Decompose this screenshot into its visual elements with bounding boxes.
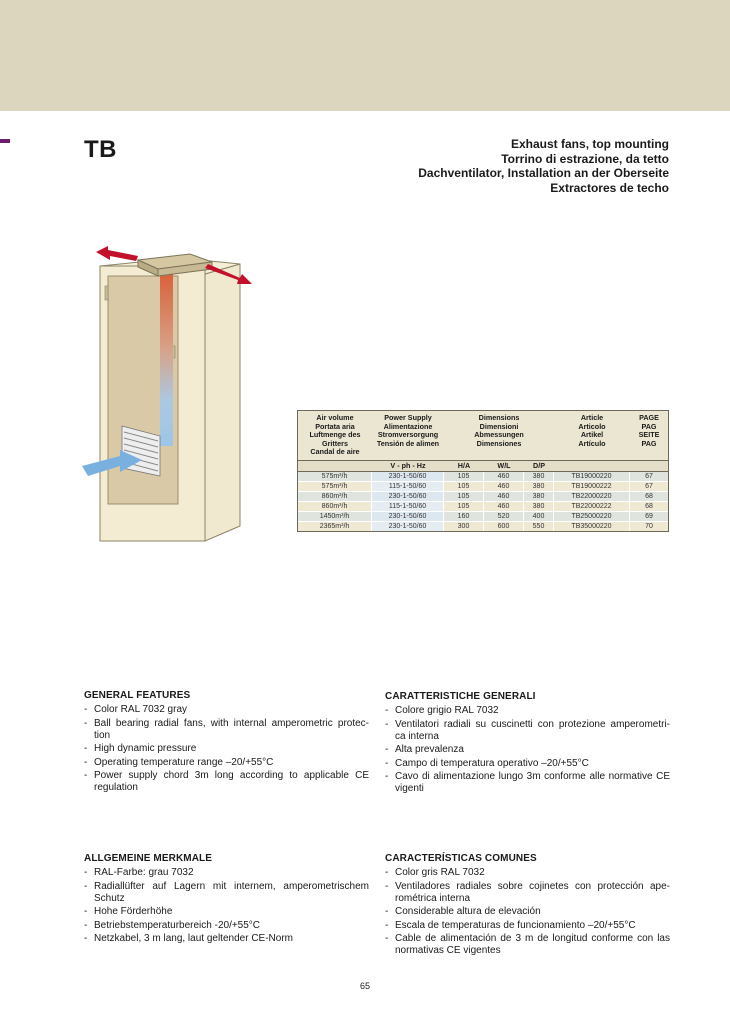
table-subheader bbox=[298, 461, 668, 472]
list-item: - Netzkabel, 3 m lang, laut geltender CE-Norm bbox=[84, 933, 369, 945]
header-dimensions: Dimensions Dimensioni Abmessungen Dimensiones bbox=[474, 413, 524, 448]
list-item: - Considerable altura de elevación bbox=[385, 906, 670, 918]
airflow-duct bbox=[160, 274, 173, 444]
list-item: - Betriebstemperaturbereich -20/+55°C bbox=[84, 920, 369, 932]
list-item: - Campo di temperatura operativo –20/+55°C bbox=[385, 758, 670, 770]
list-item: - Ball bearing radial fans, with internal amperometric protec- tion bbox=[84, 718, 369, 742]
subheader-voltage: V - ph - Hz bbox=[390, 460, 426, 470]
table-row: 860m³/h 230-1-50/60 105 460 380 TB22000220 68 bbox=[298, 492, 668, 502]
door-hinge-icon bbox=[105, 286, 108, 300]
features-english bbox=[84, 690, 369, 796]
list-item: - RAL-Farbe: grau 7032 bbox=[84, 867, 369, 879]
list-item: - Color gris RAL 7032 bbox=[385, 867, 670, 879]
title-de: Dachventilator, Installation an der Oberseite bbox=[418, 166, 669, 180]
list-item: - Power supply chord 3m long according to applicable CE regulation bbox=[84, 770, 369, 794]
features-spanish bbox=[385, 853, 670, 959]
section-accent-mark bbox=[0, 139, 10, 143]
table-row: 1450m³/h 230-1-50/60 160 520 400 TB25000220 69 bbox=[298, 512, 668, 522]
product-code: TB bbox=[84, 136, 117, 163]
cabinet-side-panel bbox=[205, 264, 240, 541]
list-item: - Color RAL 7032 gray bbox=[84, 704, 369, 716]
table-header bbox=[298, 411, 668, 461]
table-row: 860m³/h 115-1-50/60 105 460 380 TB22000222 68 bbox=[298, 502, 668, 512]
features-de-title: ALLGEMEINE MERKMALE bbox=[84, 853, 213, 864]
list-item: - High dynamic pressure bbox=[84, 743, 369, 755]
header-air-volume: Air volume Portata aria Luftmenge des Gritters Candal de aire bbox=[309, 413, 361, 456]
list-item: - Colore grigio RAL 7032 bbox=[385, 705, 670, 717]
list-item: - Hohe Förderhöhe bbox=[84, 906, 369, 918]
features-es-list bbox=[385, 867, 670, 957]
page-number: 65 bbox=[359, 981, 370, 991]
top-color-band bbox=[0, 0, 730, 111]
list-item: - Ventilatori radiali su cuscinetti con protezione amperometri- ca interna bbox=[385, 719, 670, 743]
product-titles bbox=[418, 137, 669, 195]
features-de-list bbox=[84, 867, 369, 945]
features-italian bbox=[385, 691, 670, 797]
title-it: Torrino di estrazione, da tetto bbox=[501, 151, 669, 166]
title-en: Exhaust fans, top mounting bbox=[511, 137, 669, 151]
table-row: 575m³/h 115-1-50/60 105 460 380 TB19000222 67 bbox=[298, 482, 668, 492]
list-item: - Radiallüfter auf Lagern mit internem, amperometrischem Schutz bbox=[84, 881, 369, 905]
features-es-title: CARACTERÍSTICAS COMUNES bbox=[385, 853, 537, 864]
table-row: 2365m³/h 230-1-50/60 300 600 550 TB35000220 70 bbox=[298, 522, 668, 531]
header-page: PAGE PAG SEITE PAG bbox=[638, 413, 660, 448]
subheader-depth: D/P bbox=[533, 460, 545, 470]
header-article: Article Articolo Artikel Artículo bbox=[578, 413, 606, 448]
list-item: - Cable de alimentación de 3 m de longitud conforme con las normativas CE vigentes bbox=[385, 933, 670, 957]
list-item: - Alta prevalenza bbox=[385, 744, 670, 756]
list-item: - Operating temperature range –20/+55°C bbox=[84, 757, 369, 769]
table-row: 575m³/h 230-1-50/60 105 460 380 TB19000220 67 bbox=[298, 472, 668, 482]
header-power-supply: Power Supply Alimentazione Stromversorgung Tensión de alimen bbox=[376, 413, 440, 448]
cabinet-airflow-illustration bbox=[80, 236, 260, 550]
title-es: Extractores de techo bbox=[550, 180, 669, 195]
features-en-list bbox=[84, 704, 369, 794]
features-german bbox=[84, 853, 369, 947]
features-it-list bbox=[385, 705, 670, 795]
specification-table bbox=[297, 410, 669, 532]
subheader-height: H/A bbox=[457, 460, 471, 470]
list-item: - Cavo di alimentazione lungo 3m conforme alle normative CE vigenti bbox=[385, 771, 670, 795]
exhaust-arrow-left-icon bbox=[96, 246, 138, 261]
features-it-title: CARATTERISTICHE GENERALI bbox=[385, 691, 536, 702]
subheader-width: W/L bbox=[497, 460, 511, 470]
list-item: - Ventiladores radiales sobre cojinetes con protección ape- rométrica interna bbox=[385, 881, 670, 905]
features-en-title: GENERAL FEATURES bbox=[84, 690, 191, 701]
list-item: - Escala de temperaturas de funcionamiento –20/+55°C bbox=[385, 920, 670, 932]
